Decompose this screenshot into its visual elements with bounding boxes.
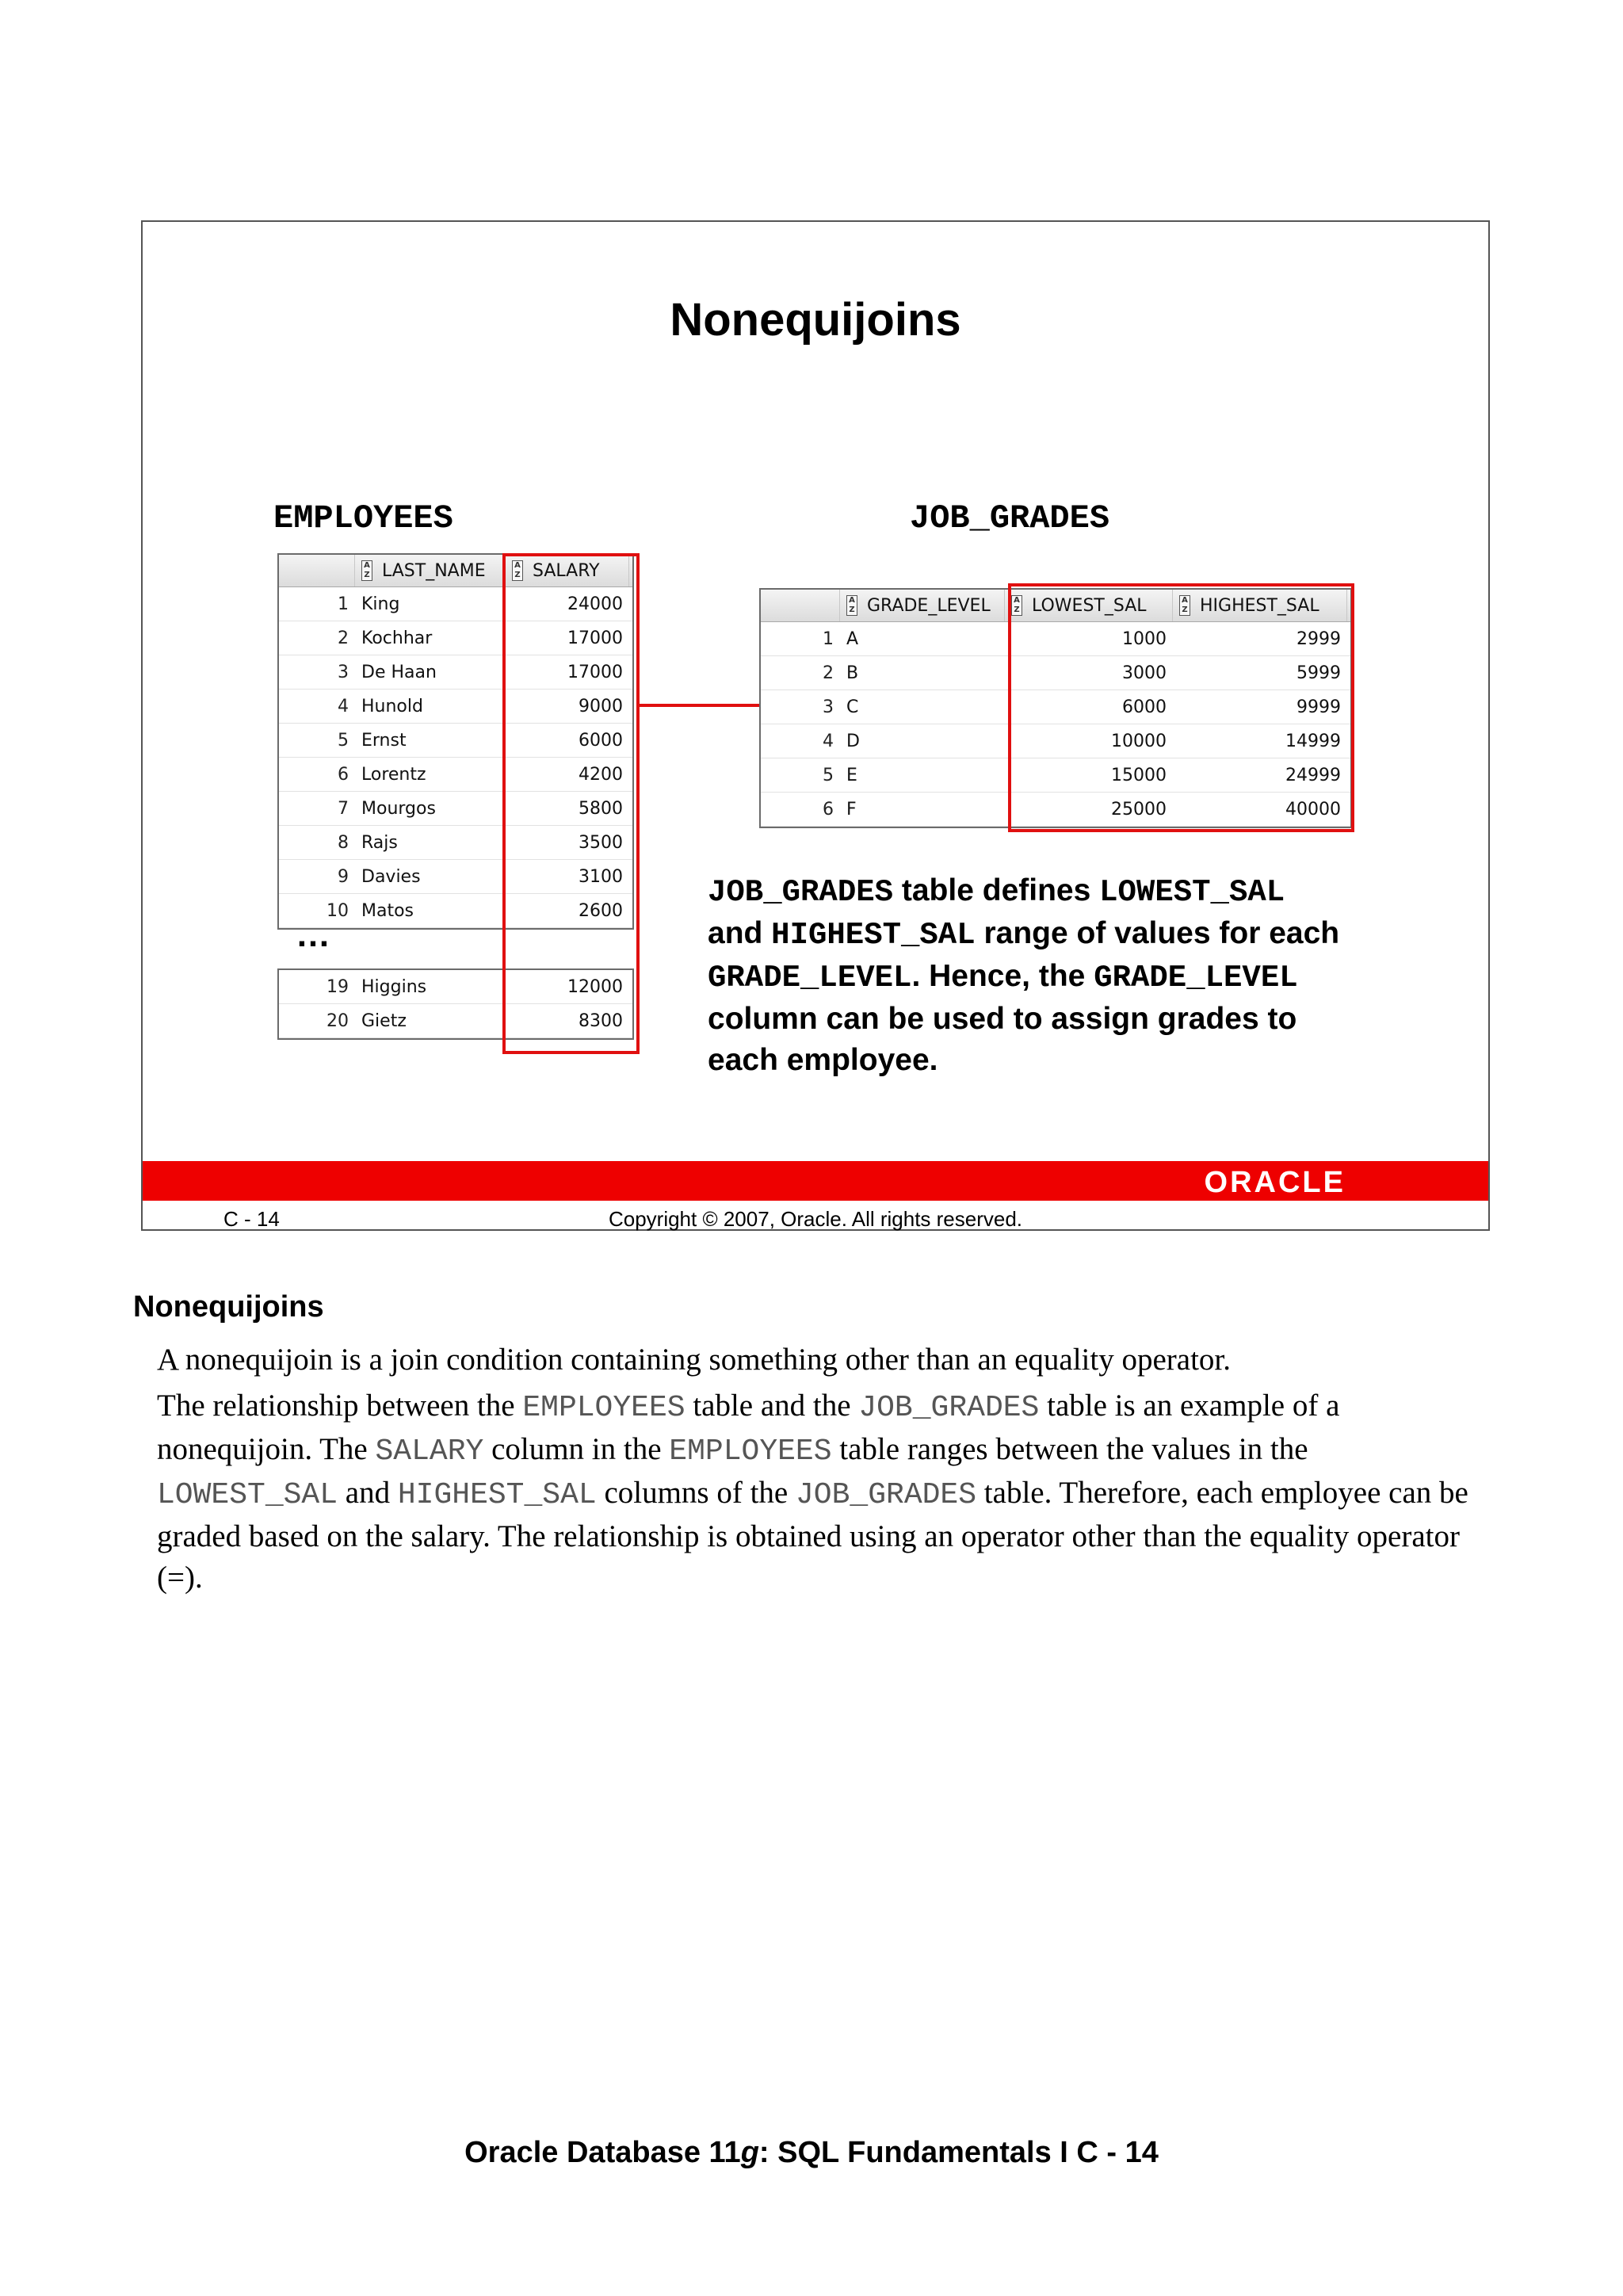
column-header-highest-sal[interactable]: A Z HIGHEST_SAL bbox=[1173, 590, 1347, 621]
row-number: 7 bbox=[338, 798, 349, 819]
salary-cell: 2600 bbox=[579, 900, 623, 921]
sort-icon[interactable]: A Z bbox=[512, 560, 523, 581]
row-number: 1 bbox=[823, 628, 834, 649]
salary-cell: 5800 bbox=[579, 798, 623, 819]
page-footer: Oracle Database 11g: SQL Fundamentals I C - 14 bbox=[464, 2136, 1159, 2169]
last-name-cell: Gietz bbox=[361, 1010, 407, 1031]
last-name-cell: Davies bbox=[361, 866, 421, 887]
salary-cell: 9000 bbox=[579, 696, 623, 716]
salary-cell: 4200 bbox=[579, 764, 623, 785]
lowest-sal-cell: 10000 bbox=[1111, 731, 1167, 751]
salary-cell: 17000 bbox=[567, 628, 623, 648]
salary-range-highlight-box bbox=[1008, 583, 1354, 832]
salary-cell: 17000 bbox=[567, 662, 623, 682]
highest-sal-cell: 14999 bbox=[1285, 731, 1341, 751]
copyright: Copyright © 2007, Oracle. All rights reserved. bbox=[608, 1207, 1023, 1231]
lowest-sal-cell: 15000 bbox=[1111, 765, 1167, 785]
salary-highlight-box bbox=[502, 553, 640, 1054]
notes-title: Nonequijoins bbox=[133, 1290, 324, 1324]
row-number-header bbox=[279, 555, 355, 586]
row-number: 20 bbox=[327, 1010, 349, 1031]
last-name-cell: Rajs bbox=[361, 832, 398, 853]
last-name-cell: Ernst bbox=[361, 730, 407, 751]
slide-page-label: C - 14 bbox=[223, 1207, 280, 1231]
column-header-salary[interactable]: A Z SALARY bbox=[506, 555, 629, 586]
highest-sal-cell: 24999 bbox=[1285, 765, 1341, 785]
last-name-cell: King bbox=[361, 594, 400, 614]
sort-icon[interactable]: A Z bbox=[846, 595, 857, 616]
brand-bar bbox=[143, 1161, 1488, 1201]
highest-sal-cell: 40000 bbox=[1285, 799, 1341, 819]
salary-cell: 3100 bbox=[579, 866, 623, 887]
row-number: 2 bbox=[823, 663, 834, 683]
last-name-cell: Kochhar bbox=[361, 628, 433, 648]
salary-cell: 6000 bbox=[579, 730, 623, 751]
lowest-sal-cell: 25000 bbox=[1111, 799, 1167, 819]
row-number: 4 bbox=[823, 731, 834, 751]
row-number: 6 bbox=[338, 764, 349, 785]
sort-icon[interactable]: A Z bbox=[361, 560, 372, 581]
grade-level-cell: B bbox=[846, 663, 859, 683]
highest-sal-cell: 5999 bbox=[1296, 663, 1341, 683]
row-number: 6 bbox=[823, 799, 834, 819]
last-name-cell: Matos bbox=[361, 900, 414, 921]
salary-cell: 12000 bbox=[567, 976, 623, 997]
slide-title: Nonequijoins bbox=[670, 294, 961, 346]
last-name-cell: Higgins bbox=[361, 976, 427, 997]
employees-caption: EMPLOYEES bbox=[273, 499, 453, 537]
last-name-cell: De Haan bbox=[361, 662, 437, 682]
row-number: 8 bbox=[338, 832, 349, 853]
last-name-cell: Mourgos bbox=[361, 798, 436, 819]
highest-sal-cell: 2999 bbox=[1296, 628, 1341, 649]
lowest-sal-cell: 1000 bbox=[1122, 628, 1167, 649]
lowest-sal-cell: 6000 bbox=[1122, 697, 1167, 717]
last-name-cell: Lorentz bbox=[361, 764, 426, 785]
sort-icon[interactable]: A Z bbox=[1011, 595, 1022, 616]
row-number: 1 bbox=[338, 594, 349, 614]
ellipsis: … bbox=[296, 915, 334, 954]
row-number: 3 bbox=[338, 662, 349, 682]
grade-level-cell: D bbox=[846, 731, 860, 751]
column-header-grade-level[interactable]: A Z GRADE_LEVEL bbox=[840, 590, 1005, 621]
column-header-last-name[interactable]: A Z LAST_NAME bbox=[355, 555, 506, 586]
salary-cell: 8300 bbox=[579, 1010, 623, 1031]
row-number: 5 bbox=[338, 730, 349, 751]
highest-sal-cell: 9999 bbox=[1296, 697, 1341, 717]
job-grades-caption: JOB_GRADES bbox=[910, 499, 1110, 537]
notes-paragraph-2: The relationship between the EMPLOYEES table and the JOB_GRADES table is an example of a nonequijoin. The SALARY column in the EMPLOYEES table ranges between the values in the LOWEST_SAL and HIGHEST_SAL columns of the JOB_GRADES table. Therefore, each employee can be graded based on the salary. The relationship is obtained using an operator other than the equality operator (=). bbox=[157, 1389, 1468, 1595]
grade-level-cell: C bbox=[846, 697, 859, 717]
column-header-lowest-sal[interactable]: A Z LOWEST_SAL bbox=[1005, 590, 1173, 621]
notes-paragraph-1: A nonequijoin is a join condition containing something other than an equality operator. bbox=[157, 1343, 1232, 1377]
row-number: 4 bbox=[338, 696, 349, 716]
row-number: 19 bbox=[327, 976, 349, 997]
last-name-cell: Hunold bbox=[361, 696, 423, 716]
grade-level-cell: E bbox=[846, 765, 857, 785]
lowest-sal-cell: 3000 bbox=[1122, 663, 1167, 683]
oracle-logo: ORACLE bbox=[1204, 1166, 1346, 1199]
grade-level-cell: F bbox=[846, 799, 857, 819]
salary-cell: 24000 bbox=[567, 594, 623, 614]
row-number: 2 bbox=[338, 628, 349, 648]
row-number: 10 bbox=[327, 900, 349, 921]
row-number: 5 bbox=[823, 765, 834, 785]
salary-cell: 3500 bbox=[579, 832, 623, 853]
slide-description: JOB_GRADES table defines LOWEST_SAL and HIGHEST_SAL range of values for each GRADE_LEVEL. Hence, the GRADE_LEVEL column can be used to assign grades to each employee. bbox=[708, 873, 1340, 1077]
grade-level-cell: A bbox=[846, 628, 859, 649]
sort-icon[interactable]: A Z bbox=[1179, 595, 1190, 616]
row-number: 9 bbox=[338, 866, 349, 887]
row-number: 3 bbox=[823, 697, 834, 717]
slide bbox=[141, 220, 1490, 1231]
row-number-header bbox=[761, 590, 840, 621]
